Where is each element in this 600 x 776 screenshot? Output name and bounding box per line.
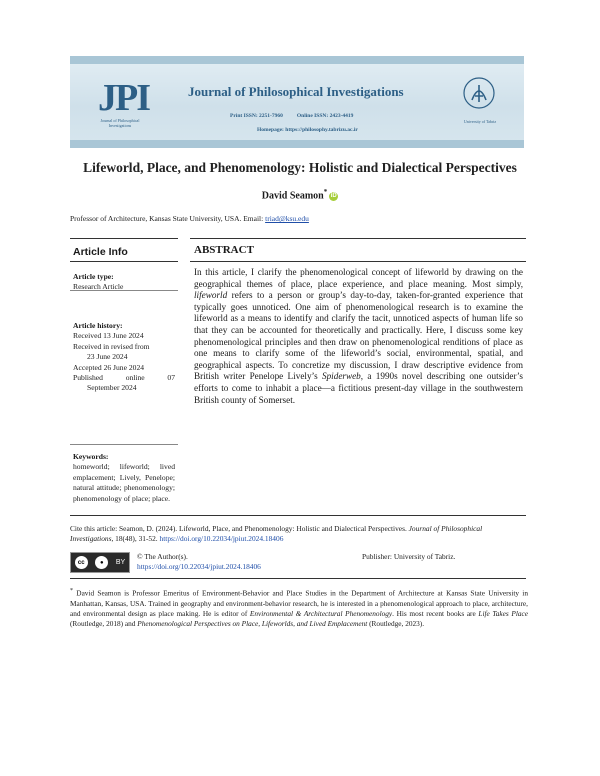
citation-doi-link[interactable]: https://doi.org/10.22034/jpiut.2024.18406 <box>159 534 284 543</box>
abstract-term-lifeworld: lifeworld <box>194 290 228 301</box>
affiliation <box>70 214 309 223</box>
footnote-part-2: . His most recent books are <box>392 608 479 618</box>
citation-text: Cite this article: Seamon, D. (2024). Lifeworld, Place, and Phenomenology: Holistic and Dialectical Perspectives. <box>70 524 409 533</box>
author-footnote-mark: * <box>323 188 328 196</box>
keywords-list: homeworld; lifeworld; lived emplacement; Lively, Penelope; natural attitude; phenomenology; phenomenology of place; place. <box>73 462 175 503</box>
published-date-line1: Published online 07 <box>73 373 175 383</box>
published-date-line2: September 2024 <box>87 383 137 393</box>
journal-logo: JPI <box>98 77 149 119</box>
abstract-part-3: , a 1990s novel describing one outsider’s efforts to come to inhabit a place—a fictitious present-day village in the southwestern British county of Somerset. <box>194 371 523 405</box>
footnote-rule <box>70 578 526 579</box>
citation-details: , 18(48), 31-52. <box>111 534 160 543</box>
footnote-journal: Environmental & Architectural Phenomenology <box>249 608 393 618</box>
university-label: University of Tabriz <box>463 119 497 124</box>
abstract-text <box>194 267 523 406</box>
revised-date-line1: Received in revised from <box>73 341 150 351</box>
article-type-value: Research Article <box>73 282 124 292</box>
footnote-book-1: Life Takes Place <box>478 608 529 618</box>
abstract-part-1: In this article, I clarify the phenomenological concept of lifeworld by drawing on the geographical themes of place, place experience, and place meaning. Most simply, <box>194 267 523 289</box>
footnote-book-2: Phenomenological Perspectives on Place, Lifeworlds, and Lived Emplacement <box>137 619 368 629</box>
footnote-mark: * <box>70 588 74 594</box>
footnote-part-3: (Routledge, 2018) and <box>70 619 138 629</box>
cc-icon: cc <box>75 556 88 569</box>
issn-line <box>230 113 353 119</box>
author-name: David Seamon <box>261 190 324 202</box>
attribution-person-icon: ● <box>95 556 108 569</box>
journal-banner <box>70 56 524 148</box>
info-divider-2 <box>70 444 178 445</box>
online-issn: Online ISSN: 2423-4419 <box>296 113 354 119</box>
footnote-part-1: David Seamon is Professor Emeritus of Environment-Behavior and Place Studies in the Department of Architecture at Kansas State University in Manhattan, Kansas, USA. Trained in geography and environment-behavior research, he is interested in a phenomenological approach to place, architecture, and environmental design as place making. He is editor of <box>70 588 528 618</box>
body-bottom-rule <box>70 515 526 516</box>
license-text <box>137 552 261 572</box>
citation <box>70 524 526 544</box>
license-doi-link[interactable]: https://doi.org/10.22034/jpiut.2024.18406 <box>137 562 261 571</box>
article-info-heading: Article Info <box>73 246 128 258</box>
copyright-line: © The Author(s). <box>137 552 188 561</box>
affiliation-text: Professor of Architecture, Kansas State University, USA. Email: <box>70 214 266 223</box>
banner-top-band <box>70 56 524 64</box>
info-top-rule <box>70 238 178 239</box>
abstract-part-2: refers to a person or group’s day-to-day, taken-for-granted experience that typically goes unnoticed. One aim of phenomenological research is to examine the lifeworld as a means to identify and clarify the tacit, unnoticed aspects of human life so that they can be accounted for theoretically and practically. Here, I discuss some key phenomenological principles and then draw on phenomenological renditions of place as one means to clarify some of the lifeworld’s social, environmental, spatial, and geographical aspects. To concretize my discussion, I draw descriptive evidence from British writer Penelope Lively’s <box>194 290 523 382</box>
abstract-heading: ABSTRACT <box>194 244 254 256</box>
revised-date-line2: 23 June 2024 <box>87 352 128 362</box>
paper-title: Lifeworld, Place, and Phenomenology: Holistic and Dialectical Perspectives <box>83 160 517 175</box>
journal-name: Journal of Philosophical Investigations <box>188 84 404 99</box>
citation-journal: Journal of Philosophical Investigations <box>70 524 483 543</box>
accepted-date: Accepted 26 June 2024 <box>73 362 145 372</box>
journal-homepage: Homepage: https://philosophy.tabrizu.ac.ir <box>257 127 358 133</box>
article-type-block <box>73 272 175 293</box>
footnote-part-4: (Routledge, 2023). <box>367 619 425 629</box>
abstract-top-rule <box>190 238 526 239</box>
publisher-line: Publisher: University of Tabriz. <box>362 552 456 561</box>
journal-logo-subtitle: Journal of Philosophical Investigations <box>100 118 140 128</box>
received-date: Received 13 June 2024 <box>73 331 144 341</box>
article-type-label: Article type: <box>73 272 114 281</box>
abstract-header-rule <box>190 261 526 262</box>
university-seal-icon <box>462 76 496 110</box>
banner-bottom-band <box>70 140 524 148</box>
keywords-label: Keywords: <box>73 452 109 461</box>
author-line <box>0 188 600 201</box>
author-email-link[interactable]: triad@ksu.edu <box>265 214 309 223</box>
cc-by-label: BY <box>115 559 126 566</box>
info-header-rule <box>70 261 178 262</box>
abstract-term-spiderweb: Spiderweb <box>321 371 361 382</box>
print-issn: Print ISSN: 2251-7960 <box>230 113 283 119</box>
cc-by-license-icon[interactable] <box>70 552 130 573</box>
keywords-block <box>73 452 175 504</box>
article-history-block <box>73 321 175 394</box>
orcid-icon[interactable]: iD <box>330 192 337 199</box>
article-history-label: Article history: <box>73 321 123 330</box>
author-footnote <box>70 586 528 629</box>
